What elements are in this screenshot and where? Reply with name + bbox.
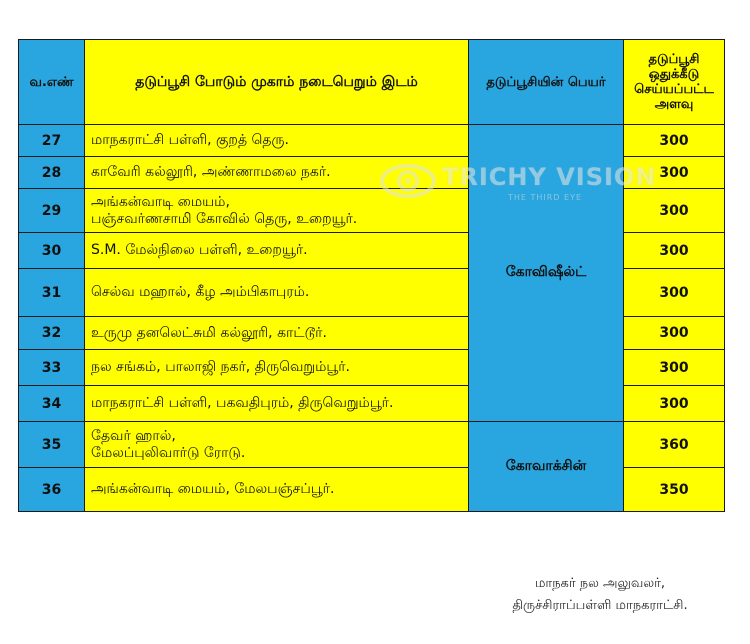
camp-location xyxy=(85,233,469,269)
allocated-quantity: 300 xyxy=(624,350,725,386)
officer-title: மாநகர் நல அலுவலர், xyxy=(534,576,666,591)
serial-number: 33 xyxy=(19,350,85,386)
signature-block xyxy=(470,573,730,617)
location-line: மாநகராட்சி பள்ளி, பகவதிபுரம், திருவெறும்பூர். xyxy=(91,395,394,411)
camp-location xyxy=(85,157,469,189)
location-line: நல சங்கம், பாலாஜி நகர், திருவெறும்பூர். xyxy=(91,359,351,375)
allocated-quantity: 360 xyxy=(624,422,725,468)
serial-number: 32 xyxy=(19,317,85,350)
allocated-quantity: 300 xyxy=(624,157,725,189)
location-line: செல்வ மஹால், கீழ அம்பிகாபுரம். xyxy=(91,284,310,300)
location-line: S.M. மேல்நிலை பள்ளி, உறையூர். xyxy=(91,242,308,258)
serial-number: 34 xyxy=(19,386,85,422)
header-allocated-quantity xyxy=(624,40,725,125)
header-serial-number: வ.எண் xyxy=(19,40,85,125)
table-row xyxy=(19,125,725,157)
serial-number: 30 xyxy=(19,233,85,269)
header-quantity-line: ஒதுக்கீடு xyxy=(648,67,700,82)
vaccine-name: கோவிஷீல்ட் xyxy=(469,125,624,422)
location-line: மாநகராட்சி பள்ளி, குறத் தெரு. xyxy=(91,132,289,148)
camp-location xyxy=(85,386,469,422)
serial-number: 36 xyxy=(19,468,85,512)
table-row xyxy=(19,422,725,468)
serial-number: 31 xyxy=(19,269,85,317)
vaccination-camp-table xyxy=(18,39,725,512)
header-camp-location: தடுப்பூசி போடும் முகாம் நடைபெறும் இடம் xyxy=(85,40,469,125)
corporation-name: திருச்சிராப்பள்ளி மாநகராட்சி. xyxy=(512,598,688,613)
camp-location xyxy=(85,317,469,350)
location-line: தேவர் ஹால், xyxy=(91,427,176,444)
vaccine-name: கோவாக்சின் xyxy=(469,422,624,512)
camp-location xyxy=(85,189,469,233)
watermark-title: TRICHY VISION xyxy=(442,163,657,191)
watermark-subtitle: THE THIRD EYE xyxy=(508,193,583,202)
camp-location xyxy=(85,125,469,157)
location-line: காவேரி கல்லூரி, அண்ணாமலை நகர். xyxy=(91,164,331,180)
allocated-quantity: 300 xyxy=(624,189,725,233)
allocated-quantity: 300 xyxy=(624,386,725,422)
allocated-quantity: 300 xyxy=(624,317,725,350)
allocated-quantity: 300 xyxy=(624,269,725,317)
camp-location xyxy=(85,269,469,317)
serial-number: 35 xyxy=(19,422,85,468)
header-vaccine-name: தடுப்பூசியின் பெயர் xyxy=(469,40,624,125)
header-quantity-line: செய்யப்பட்ட xyxy=(634,82,714,97)
location-line: உருமு தனலெட்சுமி கல்லூரி, காட்டூர். xyxy=(91,324,327,341)
allocated-quantity: 300 xyxy=(624,125,725,157)
serial-number: 29 xyxy=(19,189,85,233)
camp-location xyxy=(85,422,469,468)
table-header-row xyxy=(19,40,725,125)
header-quantity-line: அளவு xyxy=(654,97,694,112)
location-line: அங்கன்வாடி மையம், மேலபஞ்சப்பூர். xyxy=(91,481,335,497)
allocated-quantity: 300 xyxy=(624,233,725,269)
location-line: மேலப்புலிவார்டு ரோடு. xyxy=(91,444,246,461)
allocated-quantity: 350 xyxy=(624,468,725,512)
location-line: அங்கன்வாடி மையம், xyxy=(91,193,230,210)
serial-number: 27 xyxy=(19,125,85,157)
location-line: பஞ்சவர்ணசாமி கோவில் தெரு, உறையூர். xyxy=(91,210,358,227)
camp-location xyxy=(85,350,469,386)
serial-number: 28 xyxy=(19,157,85,189)
camp-location xyxy=(85,468,469,512)
header-quantity-line: தடுப்பூசி xyxy=(648,52,700,67)
